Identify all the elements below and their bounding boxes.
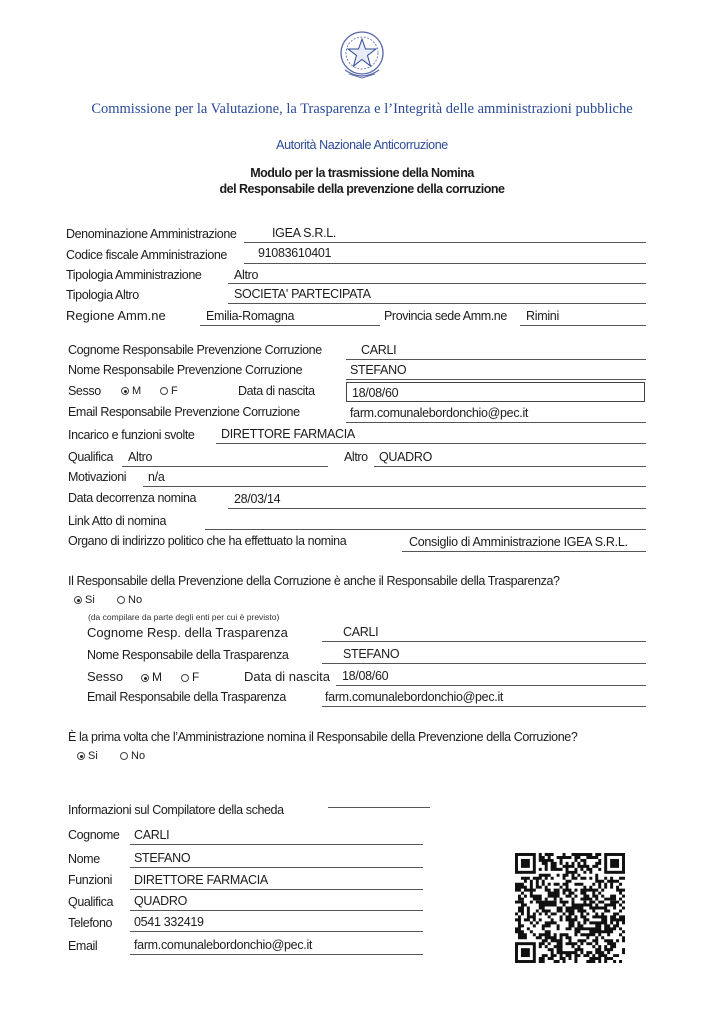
altro-label: Altro [344,450,368,464]
republic-emblem-icon [337,28,387,84]
qr-code-icon [515,853,625,963]
denominazione-label: Denominazione Amministrazione [66,227,237,241]
email-trasparenza-field[interactable]: farm.comunalebordonchio@pec.it [325,690,504,704]
codice-fiscale-field[interactable]: 91083610401 [258,246,332,260]
qualifica-label: Qualifica [68,450,114,464]
tipologia-altro-field[interactable]: SOCIETA' PARTECIPATA [234,287,371,301]
codice-fiscale-label: Codice fiscale Amministrazione [66,248,227,262]
sesso-trasparenza-label: Sesso [87,669,124,684]
compilatore-qualifica-label: Qualifica [68,895,114,909]
compilatore-telefono-field[interactable]: 0541 332419 [134,915,204,929]
nome-responsabile-label: Nome Responsabile Prevenzione Corruzione [68,363,303,377]
compilatore-nome-label: Nome [68,852,100,866]
regione-label: Regione Amm.ne [66,308,166,323]
form-title-line1: Modulo per la trasmissione della Nomina [250,166,474,180]
nome-responsabile-field[interactable]: STEFANO [350,363,407,377]
tipologia-altro-label: Tipologia Altro [66,288,139,302]
prima-volta-no-radio[interactable]: No [120,750,145,762]
incarico-field[interactable]: DIRETTORE FARMACIA [221,427,355,441]
sesso-f-radio[interactable]: F [160,385,178,397]
nome-trasparenza-label: Nome Responsabile della Trasparenza [87,648,289,662]
compilatore-qualifica-field[interactable]: QUADRO [134,894,188,908]
decorrenza-field[interactable]: 28/03/14 [234,492,281,506]
commission-heading: Commissione per la Valutazione, la Trasparenza e l’Integrità delle amministrazioni pubbliche [91,101,633,117]
compilatore-funzioni-field[interactable]: DIRETTORE FARMACIA [134,873,268,887]
sesso-trasparenza-m-radio[interactable]: M [141,670,162,684]
email-responsabile-field[interactable]: farm.comunalebordonchio@pec.it [350,406,529,420]
altro-field[interactable]: QUADRO [379,450,433,464]
trasparenza-note: (da compilare da parte degli enti per cui è previsto) [88,612,280,622]
organo-label: Organo di indirizzo politico che ha effettuato la nomina [68,534,347,548]
trasparenza-no-radio[interactable]: No [117,594,142,606]
nascita-trasparenza-field[interactable]: 18/08/60 [342,669,389,683]
nascita-trasparenza-label: Data di nascita [244,669,330,684]
authority-heading: Autorità Nazionale Anticorruzione [276,138,448,152]
nascita-field[interactable] [346,382,645,402]
denominazione-field[interactable]: IGEA S.R.L. [272,226,337,240]
trasparenza-question: Il Responsabile della Prevenzione della Corruzione è anche il Responsabile della Trasparenza? [68,574,560,588]
motivazioni-field[interactable]: n/a [148,470,165,484]
email-trasparenza-label: Email Responsabile della Trasparenza [87,690,286,704]
nascita-label: Data di nascita [238,384,315,398]
qualifica-field[interactable]: Altro [128,450,153,464]
provincia-field[interactable]: Rimini [526,309,559,323]
compilatore-email-label: Email [68,939,98,953]
regione-field[interactable]: Emilia-Romagna [206,309,295,323]
incarico-label: Incarico e funzioni svolte [68,428,195,442]
compilatore-heading: Informazioni sul Compilatore della scheda [68,803,284,817]
cognome-trasparenza-label: Cognome Resp. della Trasparenza [87,625,288,640]
compilatore-funzioni-label: Funzioni [68,873,113,887]
provincia-label: Provincia sede Amm.ne [384,309,507,323]
motivazioni-label: Motivazioni [68,470,127,484]
prima-volta-question: È la prima volta che l’Amministrazione nomina il Responsabile della Prevenzione della Corruzione? [68,730,578,744]
sesso-label: Sesso [68,384,101,398]
compilatore-cognome-field[interactable]: CARLI [134,828,170,842]
sesso-trasparenza-f-radio[interactable]: F [181,670,199,684]
trasparenza-si-radio[interactable]: Si [74,594,95,606]
cognome-trasparenza-field[interactable]: CARLI [343,625,379,639]
prima-volta-si-radio[interactable]: Si [77,750,98,762]
cognome-responsabile-field[interactable]: CARLI [361,343,397,357]
nome-trasparenza-field[interactable]: STEFANO [343,647,400,661]
form-title-line2: del Responsabile della prevenzione della corruzione [219,182,505,196]
link-atto-label: Link Atto di nomina [68,514,167,528]
tipologia-label: Tipologia Amministrazione [66,268,202,282]
tipologia-field[interactable]: Altro [234,268,259,282]
organo-field[interactable]: Consiglio di Amministrazione IGEA S.R.L. [409,535,628,549]
decorrenza-label: Data decorrenza nomina [68,491,197,505]
compilatore-cognome-label: Cognome [68,828,120,842]
compilatore-telefono-label: Telefono [68,916,113,930]
compilatore-email-field[interactable]: farm.comunalebordonchio@pec.it [134,938,313,952]
email-responsabile-label: Email Responsabile Prevenzione Corruzione [68,405,300,419]
cognome-responsabile-label: Cognome Responsabile Prevenzione Corruzione [68,343,322,357]
nascita-value: 18/08/60 [352,386,399,400]
sesso-m-radio[interactable]: M [121,385,141,397]
compilatore-nome-field[interactable]: STEFANO [134,851,191,865]
